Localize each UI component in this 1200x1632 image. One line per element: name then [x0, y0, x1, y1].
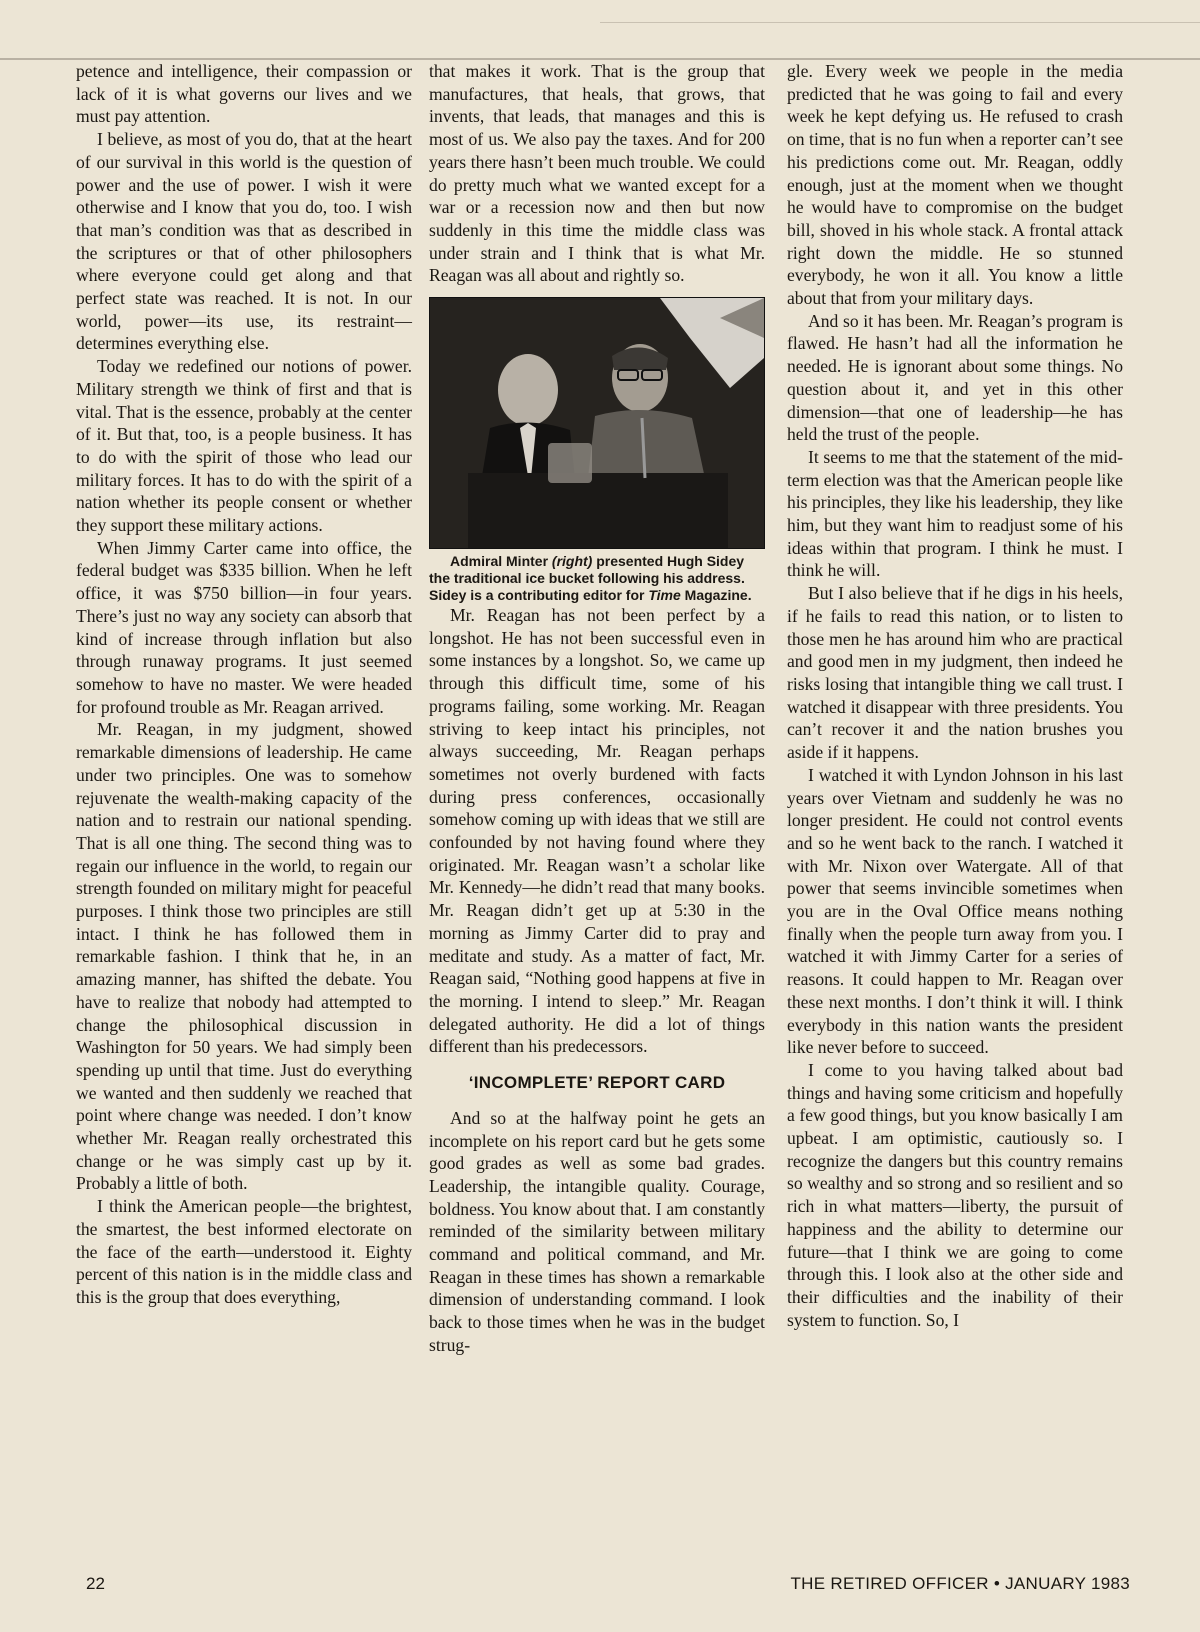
paragraph: I come to you having talked about bad things and having some criticism and hopefully a few good things, but you know basically I am upbeat. I am optimistic, cautiously so. I recognize the dangers but this country remains so wealthy and so strong and so resilient and so rich in what matters—liberty, the pursuit of happiness and the ability to determine our future—that I think we are going to come through this. I look also at the other side and their difficulties and the inability of their system to function. So, I [787, 1059, 1123, 1330]
page-number: 22 [86, 1574, 105, 1593]
section-subheading: ‘INCOMPLETE’ REPORT CARD [468, 1073, 726, 1093]
paragraph: And so at the halfway point he gets an incomplete on his report card but he gets some good grades as well as some bad grades. Leadership, the intangible quality. Courage, boldness. You know about that. I am constantly reminded of the similarity between military command and political command, and Mr. Reagan in these times has shown a remarkable dimension of understanding command. I look back to those times when he was in the budget strug- [429, 1107, 765, 1355]
paragraph: I watched it with Lyndon Johnson in his last years over Vietnam and suddenly he was no longer president. He could not control events and so he went back to the ranch. I watched it with Mr. Nixon over Watergate. All of that power that seems invincible sometimes when you are in the Oval Office means nothing finally when the people turn away from you. I watched it with Jimmy Carter for a series of reasons. It could happen to Mr. Reagan over these next months. I don’t think it will. I think everybody in this nation wants the president like never before to succeed. [787, 764, 1123, 1058]
caption-emphasis: Time [648, 587, 681, 604]
paragraph: And so it has been. Mr. Reagan’s program is flawed. He hasn’t had all the information he needed. He is ignorant about some things. No question about it, and yet in this other dimension—that one of leadership—he has held the trust of the people. [787, 310, 1123, 445]
paragraph: But I also believe that if he digs in his heels, if he fails to read this nation, or to listen to those men he has around him who are practical and good men in my judgment, then indeed he risks losing that intangible thing we call trust. I watched it disappear with three presidents. You can’t recover it and the nation brushes you aside if it happens. [787, 583, 1123, 763]
paragraph: I believe, as most of you do, that at the heart of our survival in this world is the question of power and the use of power. I wish it were otherwise and I know that you do, too. I wish that man’s condition was that as described in the scriptures or that of other philosophers where everyone could get along and that perfect state was reached. It is not. In our world, power—its use, its restraint—determines everything else. [76, 129, 412, 354]
caption-text: Magazine. [680, 587, 752, 604]
event-photo [429, 297, 765, 549]
paragraph: that makes it work. That is the group that manufactures, that heals, that grows, that invents, that leads, that manages and this is most of us. We also pay the taxes. And for 200 years there hasn’t been much trouble. We could do pretty much what we wanted except for a war or a recession now and then but now suddenly in this time the middle class was under strain and I think that is what Mr. Reagan was all about and rightly so. [429, 61, 765, 286]
paragraph: Today we redefined our notions of power. Military strength we think of first and that is vital. That is the essence, probably at the center of it. But that, too, is a people business. It has to do with the spirit of those who lead our military forces. It has to do with the spirit of a nation whether its people consent or whether they support these military actions. [76, 356, 412, 536]
paragraph: When Jimmy Carter came into office, the federal budget was $335 billion. When he left office, it was $750 billion—in four years. There’s just no way any society can absorb that kind of increase through inflation but also through runaway programs. It just seemed somehow to have no master. We were headed for profound trouble as Mr. Reagan arrived. [76, 537, 412, 717]
text-column-3 [787, 60, 1123, 1331]
photo-illustration [430, 298, 764, 548]
paragraph: Mr. Reagan, in my judgment, showed remarkable dimensions of leadership. He came under two principles. One was to somehow rejuvenate the wealth-making capacity of the nation and to restrain our national spending. That is all one thing. The second thing was to regain our influence in the world, to regain our strength founded on military might for peaceful purposes. I think those two principles are still intact. I think he has followed them in remarkable fashion. I think that he, in an amazing manner, has shifted the debate. You have to realize that nobody had attempted to change the philosophical discussion in Washington for 50 years. We had simply been spending up until that time. Just do everything we wanted and then suddenly we reached that point where change was needed. I don’t know whether Mr. Reagan really orchestrated this change or he was simply cast up by it. Probably a little of both. [76, 719, 412, 1194]
text-column-1 [76, 60, 412, 1309]
caption-emphasis: (right) [551, 553, 593, 570]
paragraph: It seems to me that the statement of the mid-term election was that the American people like his principles, they like his leadership, they like him, but they want him to readjust some of his ideas within that program. I think he must. I think he will. [787, 446, 1123, 581]
text-column-2 [429, 60, 765, 1357]
header-rule-secondary [600, 22, 1200, 23]
publication-footer: THE RETIRED OFFICER • JANUARY 1983 [790, 1574, 1130, 1593]
caption-text: Admiral Minter [450, 553, 552, 570]
paragraph: gle. Every week we people in the media predicted that he was going to fail and every week he kept defying us. He refused to crash on time, that is no fun when a reporter can’t see his predictions come out. Mr. Reagan, oddly enough, just at the moment when we thought he would have to compromise on the budget bill, shoved in his whole stack. A frontal attack right down the middle. He so stunned everybody, he won it all. You know a little about that from your military days. [787, 61, 1123, 309]
paragraph: petence and intelligence, their compassion or lack of it is what governs our lives and we must pay attention. [76, 61, 412, 127]
paragraph: I think the American people—the brightest, the smartest, the best informed electorate on the face of the earth—understood it. Eighty percent of this nation is in the middle class and this is the group that does everything, [76, 1196, 412, 1307]
paragraph: Mr. Reagan has not been perfect by a longshot. He has not been successful even in some instances by a longshot. So, we came up through this difficult time, some of his programs failing, some working. Mr. Reagan striving to keep intact his principles, not always succeeding, Mr. Reagan perhaps sometimes not overly burdened with facts during press conferences, occasionally somehow coming up with ideas that we still are confounded by not having found where they originated. Mr. Reagan wasn’t a scholar like Mr. Kennedy—he didn’t read that many books. Mr. Reagan didn’t get up at 5:30 in the morning as Jimmy Carter did to pray and meditate and study. As a matter of fact, Mr. Reagan said, “Nothing good happens at five in the morning. I intend to sleep.” Mr. Reagan delegated authority. He did a lot of things different than his predecessors. [429, 605, 765, 1057]
caption-text: presented Hugh Sidey the traditional ice bucket following his address. Sidey is a contributing editor for [429, 553, 745, 604]
photo-caption [429, 553, 765, 604]
